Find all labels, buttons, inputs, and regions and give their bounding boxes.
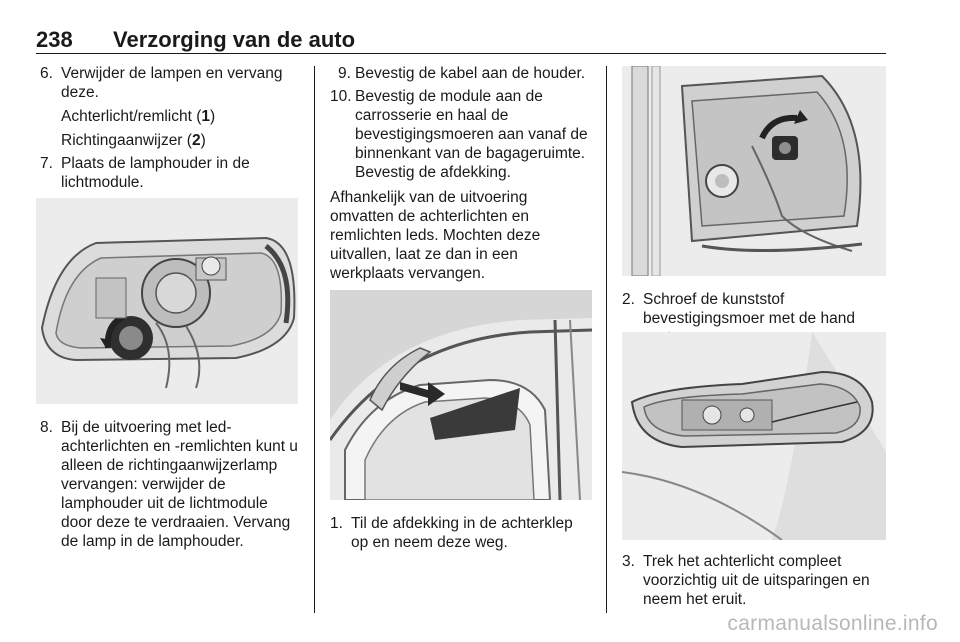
watermark: carmanualsonline.info <box>727 612 938 635</box>
step-number: 9. <box>338 65 351 82</box>
lamp-label-number: 2 <box>191 132 201 149</box>
step-text: Plaats de lamphouder in de lichtmodule. <box>61 155 250 191</box>
rear-light-removal-drawing <box>622 332 886 540</box>
step-text: Verwijder de lampen en vervang deze. <box>61 65 283 101</box>
led-note: Afhankelijk van de uitvoering omvatten de achterlichten en remlichten leds. Mochten deze uitvallen, laat ze dan in een werkplaats vervangen. <box>330 189 541 282</box>
step-number: 2. <box>622 291 635 308</box>
lamp-label-number: 1 <box>201 108 211 125</box>
step-number: 7. <box>40 155 53 172</box>
page-number: 238 <box>36 27 73 52</box>
mounting-nut-illustration <box>622 66 886 276</box>
lamp-label-text: Richtingaanwijzer ( <box>61 132 192 149</box>
rear-light-bulb-illustration <box>36 198 298 404</box>
column-divider-left <box>314 66 315 613</box>
page-header <box>36 27 886 54</box>
tailgate-cover-drawing <box>330 290 592 500</box>
step-text: Bij de uitvoering met led-achterlichten en -remlichten kunt u alleen de richtingaanwijzerlamp vervangen: verwijder de lamphouder uit de lichtmodule door deze te verdraaien. Vervang de lamp in de lamphouder. <box>61 419 298 550</box>
step-text: Schroef de kunststof bevestigingsmoer met de hand <box>643 291 855 327</box>
lamp-label-2 <box>40 131 302 150</box>
lamp-label-close: ) <box>200 132 206 149</box>
column-1-lower <box>40 418 302 555</box>
column-2-lower <box>330 514 592 556</box>
step-number: 8. <box>40 419 53 436</box>
step-9 <box>330 64 592 83</box>
step-number: 6. <box>40 65 53 82</box>
mounting-nut-drawing <box>622 66 886 276</box>
step-1 <box>330 514 592 552</box>
step-text: Til de afdekking in de achterklep op en neem deze weg. <box>351 515 573 551</box>
step-number: 3. <box>622 553 635 570</box>
step-text: Trek het achterlicht compleet voorzichtig uit de uitsparingen en neem het eruit. <box>643 553 870 608</box>
step-8 <box>40 418 302 551</box>
chapter-title: Verzorging van de auto <box>113 27 356 52</box>
step-text: Bevestig de kabel aan de houder. <box>355 65 586 82</box>
column-divider-right <box>606 66 607 613</box>
column-2 <box>330 64 592 318</box>
lamp-label-close: ) <box>210 108 216 125</box>
rear-light-bulb-drawing <box>36 198 298 404</box>
step-number: 10. <box>330 88 352 105</box>
step-6 <box>40 64 302 102</box>
lamp-label-1 <box>40 107 302 126</box>
column-1 <box>40 64 302 196</box>
tailgate-cover-illustration <box>330 290 592 500</box>
step-10 <box>330 87 592 182</box>
column-3-lower <box>622 552 886 613</box>
step-text: Bevestig de module aan de carrosserie en haal de bevestigingsmoeren aan vanaf de binnenkant van de bagageruimte. Bevestig de afdekking. <box>355 88 588 181</box>
rear-light-removal-illustration <box>622 332 886 540</box>
step-number: 1. <box>330 515 343 532</box>
step-7 <box>40 154 302 192</box>
lamp-label-text: Achterlicht/remlicht ( <box>61 108 202 125</box>
step-3 <box>622 552 886 609</box>
